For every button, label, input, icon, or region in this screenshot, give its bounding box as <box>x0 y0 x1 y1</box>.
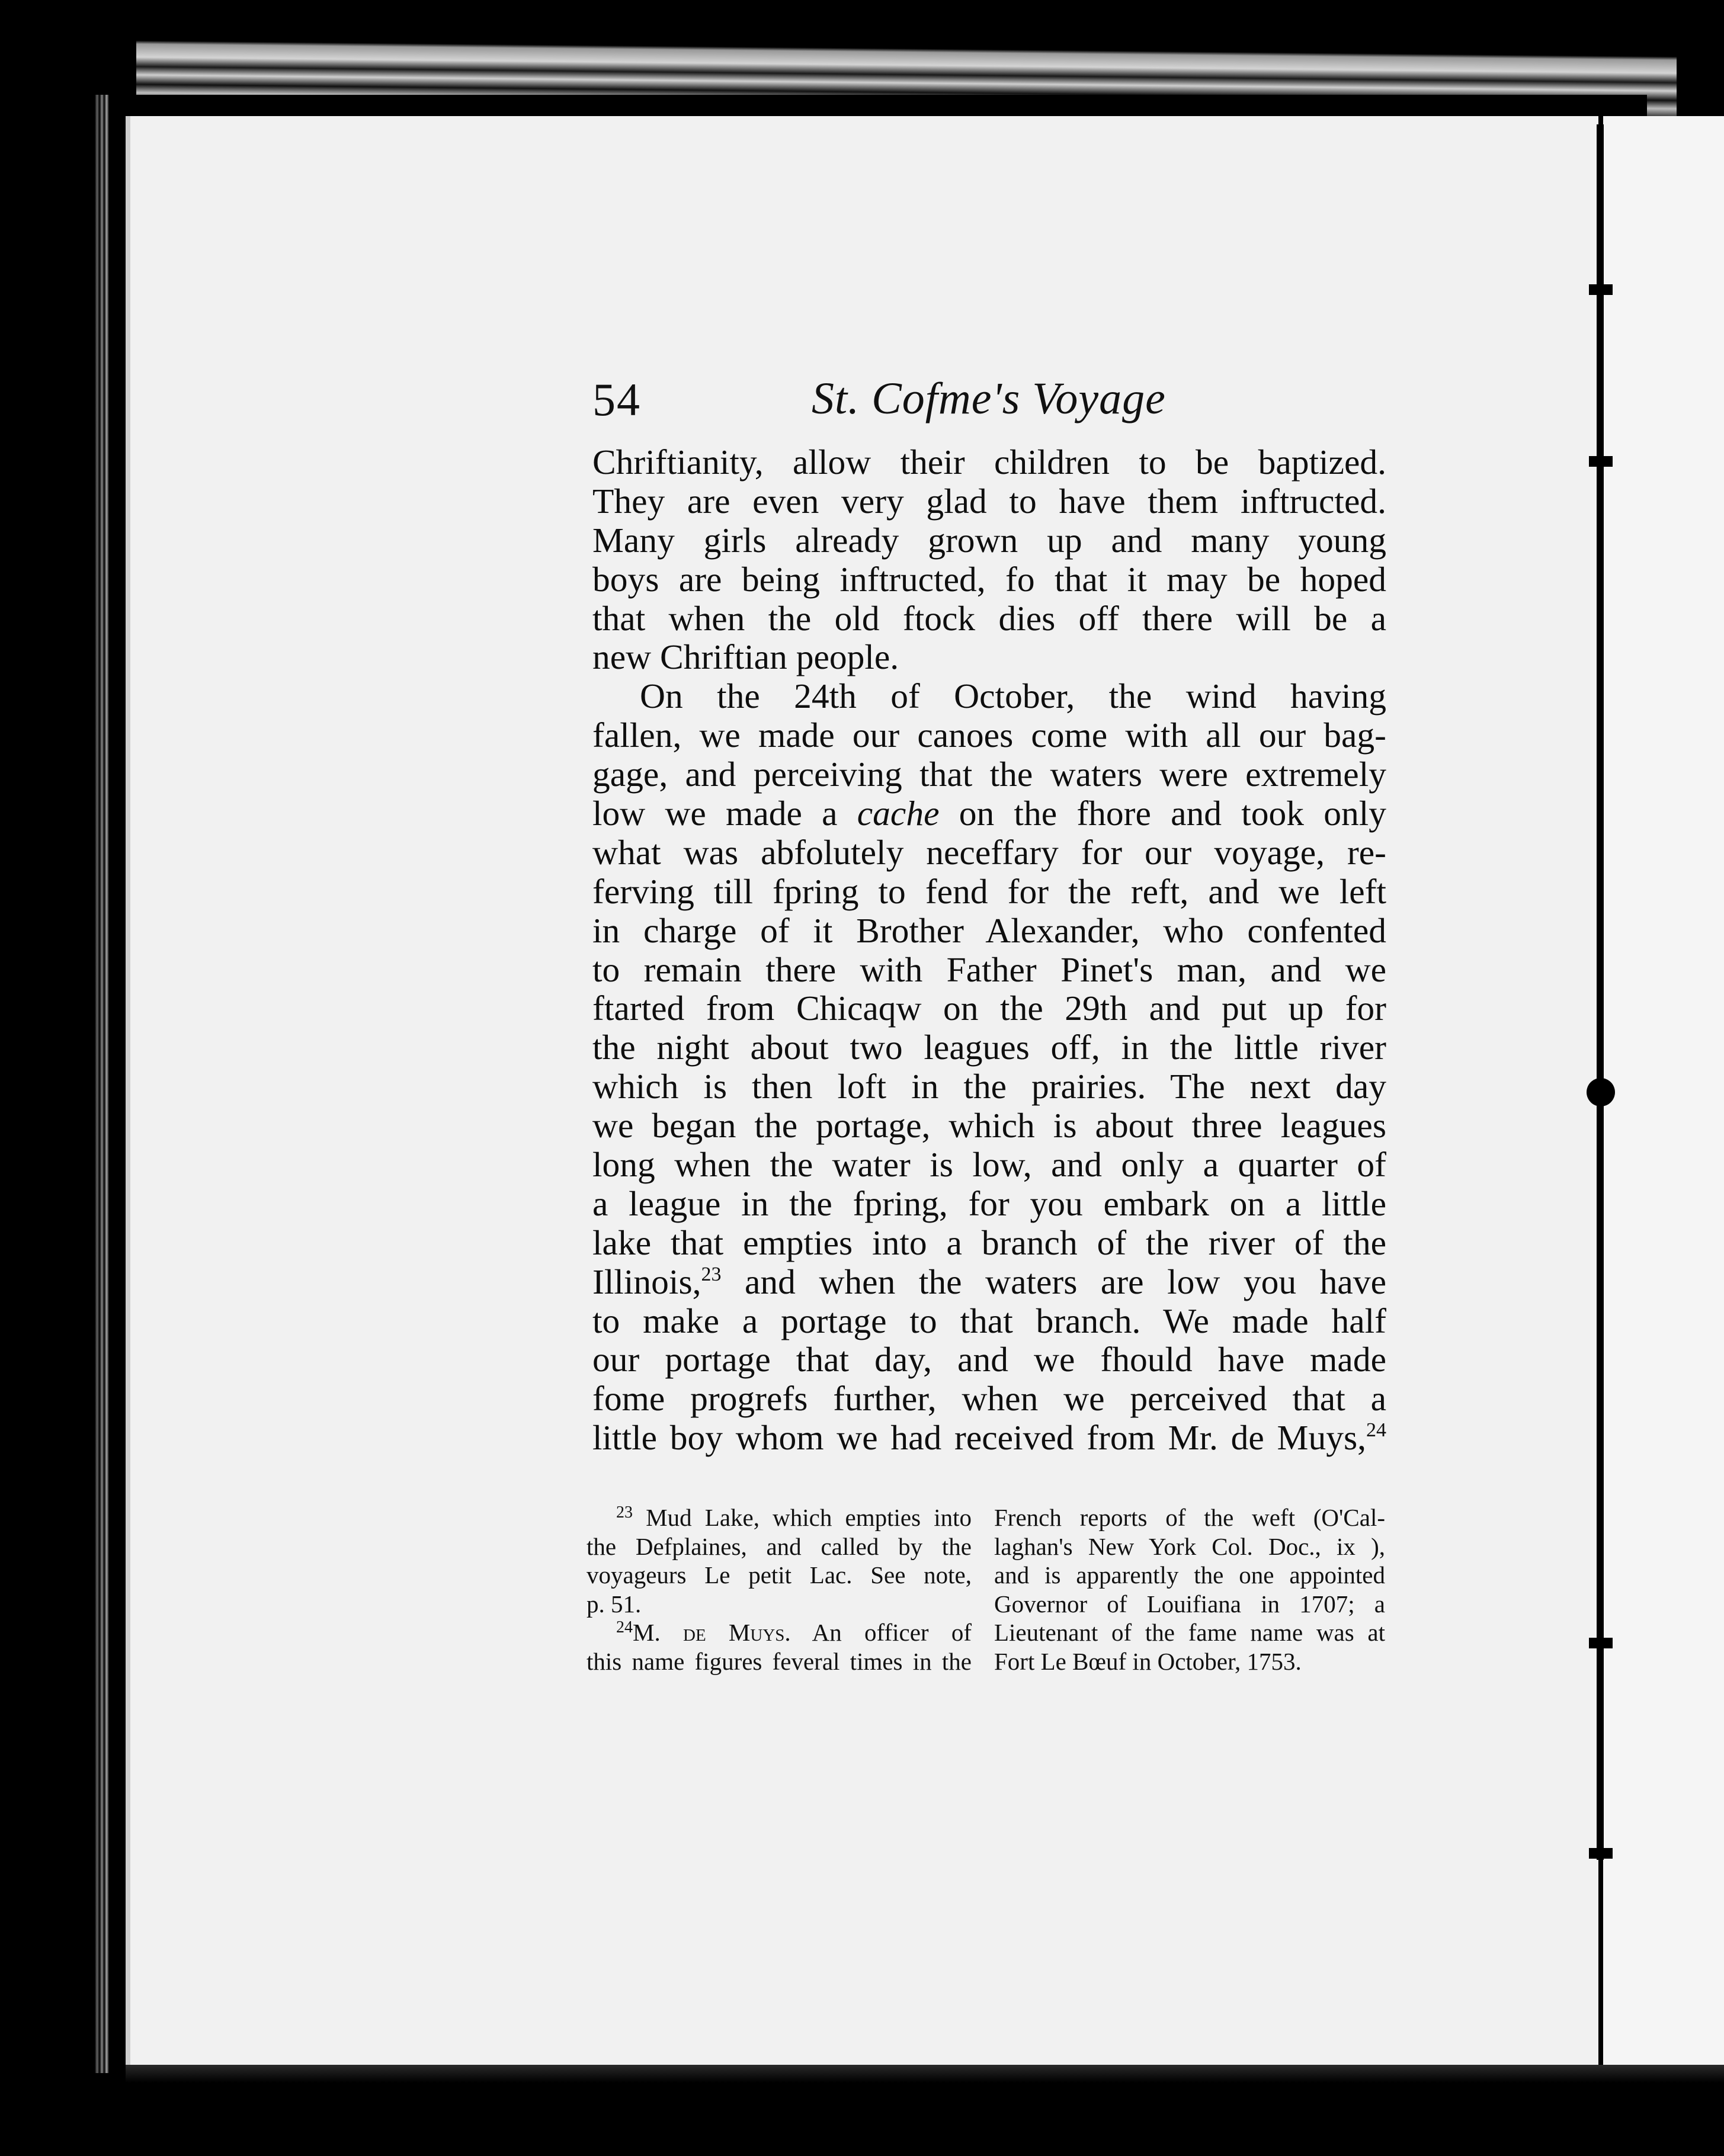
footnote-line: French reports of the weft (O'Cal- <box>994 1504 1385 1531</box>
footnote-line <box>587 1503 972 1532</box>
text-segment: M. <box>633 1619 661 1646</box>
text-line <box>592 794 1386 833</box>
footnote-line: laghan's New York Col. Doc., ix ), <box>994 1532 1385 1560</box>
text-line: which is then loft in the prairies. The next day <box>592 1067 1386 1106</box>
text-line: boys are being inftructed, fo that it may be hoped <box>592 559 1386 599</box>
text-line: On the 24th of October, the wind having <box>640 676 1386 716</box>
text-line: our portage that day, and we fhould have made <box>592 1340 1386 1379</box>
facing-page-edge <box>1598 116 1724 2065</box>
italic-word: cache <box>857 794 940 833</box>
text-line: what was abfolutely neceffary for our voyage, re- <box>592 832 1386 872</box>
text-line: we began the portage, which is about three leagues <box>592 1106 1386 1146</box>
footnote-line: the Defplaines, and called by the <box>587 1532 972 1560</box>
binding-stitch <box>1589 1638 1613 1648</box>
book-bottom-edge <box>126 2065 1724 2083</box>
text-segment: little boy whom we had received from Mr. de Muys, <box>592 1418 1366 1458</box>
main-text <box>592 443 1386 1458</box>
footnote-line: and is apparently the one appointed <box>994 1561 1385 1589</box>
text-segment: low we made a <box>592 794 838 833</box>
binding-stitch <box>1589 284 1613 295</box>
page-header <box>592 373 1386 426</box>
footnotes-right-column <box>994 1503 1385 1676</box>
binding-stitch <box>1589 456 1613 467</box>
text-segment: and when the waters are low you have <box>745 1262 1387 1301</box>
footnote-line: Governor of Louifiana in 1707; a <box>994 1590 1385 1618</box>
footnote-line: voyageurs Le petit Lac. See note, <box>587 1561 972 1589</box>
small-caps-name: de Muys. <box>683 1619 791 1646</box>
text-line: that when the old ftock dies off there will be a <box>592 598 1386 638</box>
running-title: St. Cofme's Voyage <box>812 374 1166 424</box>
footnote-ref: 24 <box>1366 1419 1386 1442</box>
text-line: a league in the fpring, for you embark on a little <box>592 1183 1386 1223</box>
text-segment: Mud Lake, which empties into <box>646 1504 972 1531</box>
text-line: new Chriftian people. <box>592 637 899 677</box>
text-line: They are even very glad to have them inftructed. <box>592 481 1386 521</box>
text-line: in charge of it Brother Alexander, who confented <box>592 910 1386 950</box>
text-segment: Illinois, <box>592 1262 701 1301</box>
text-line: to remain there with Father Pinet's man, and we <box>592 949 1386 989</box>
text-segment: An officer of <box>812 1619 972 1646</box>
text-line: Chriftianity, allow their children to be baptized. <box>592 442 1386 482</box>
text-line: the night about two leagues off, in the little river <box>592 1028 1386 1067</box>
text-line: long when the water is low, and only a quarter of <box>592 1145 1386 1185</box>
footnote-line: p. 51. <box>587 1590 642 1618</box>
text-line <box>592 1263 1386 1302</box>
footnote-line: Lieutenant of the fame name was at <box>994 1619 1385 1646</box>
text-line: ferving till fpring to fend for the reft, and we left <box>592 871 1386 911</box>
text-line: ftarted from Chicaqw on the 29th and put up for <box>592 989 1386 1028</box>
footnotes-left-column <box>587 1503 972 1676</box>
footnote-ref: 23 <box>701 1263 722 1285</box>
binding-spine <box>1597 124 1604 1860</box>
footnote-line: Fort Le Bœuf in October, 1753. <box>994 1647 1302 1675</box>
binding-stitch <box>1587 1078 1615 1106</box>
text-line: Many girls already grown up and many young <box>592 520 1386 560</box>
text-segment: on the fhore and took only <box>959 794 1387 833</box>
page-number: 54 <box>592 374 641 425</box>
text-line <box>592 1419 1386 1458</box>
footnote-number: 23 <box>616 1503 633 1522</box>
text-line: fallen, we made our canoes come with all our bag- <box>592 716 1386 755</box>
text-line: gage, and perceiving that the waters were extremely <box>592 755 1386 794</box>
text-line: fome progrefs further, when we perceived that a <box>592 1379 1386 1419</box>
footnote-line: this name figures feveral times in the <box>587 1647 972 1675</box>
text-line: lake that empties into a branch of the river of the <box>592 1223 1386 1262</box>
footnote-line <box>587 1618 972 1647</box>
footnote-number: 24 <box>616 1618 633 1637</box>
binding-stitch <box>1589 1848 1613 1859</box>
text-line: to make a portage to that branch. We made half <box>592 1301 1386 1340</box>
